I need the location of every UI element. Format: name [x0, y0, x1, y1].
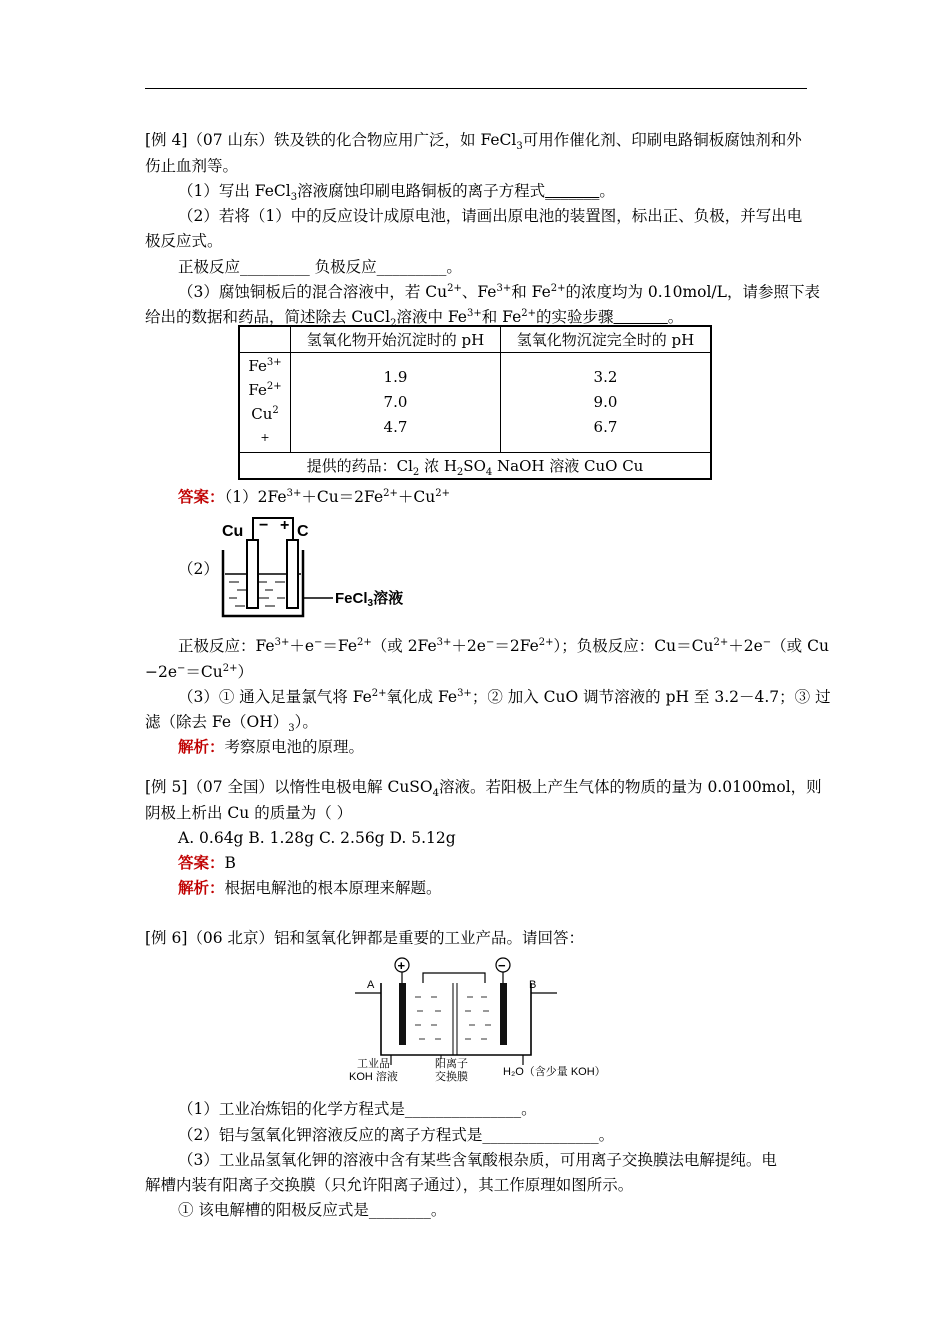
tank-lid: [423, 973, 485, 983]
left-inlet-label-2: KOH 溶液: [349, 1071, 398, 1083]
ex4-answer-2-label: （2）: [178, 560, 219, 578]
anode-plate: [399, 983, 406, 1045]
ex4-electrode-answer-line2: $-2e^-=Cu^{2+}$）: [145, 662, 254, 681]
cathode-plate: [500, 983, 507, 1045]
ex4-intro-line2: 伤止血剂等。: [145, 157, 239, 175]
galvanic-cell-figure: [215, 510, 425, 620]
ex6-q1: （1）工业冶炼铝的化学方程式是_______________。: [178, 1100, 537, 1118]
ex4-electrode-blanks: 正极反应_________ 负极反应_________。: [178, 258, 462, 276]
c-electrode-label: C: [297, 523, 309, 540]
cu-electrode: [247, 540, 258, 608]
ph-table-header-start: 氢氧化物开始沉淀时的 pH: [291, 326, 501, 352]
ex4-answer: 答案：$(1)2Fe^{3+}+Cu=2Fe^{2+}+Cu^{2+}$: [178, 487, 450, 506]
plus-sign: +: [280, 517, 290, 534]
ex4-q2-line2: 极反应式。: [145, 232, 223, 250]
ph-table-ions: $Fe^{3+}$ $Fe^{2+}$ $Cu^2$ +: [239, 352, 291, 452]
ph-table-start-values: 1.9 7.0 4.7: [291, 352, 501, 452]
solution-label: FeCl$_3$溶液: [335, 590, 404, 609]
ex6-q3-sub1: ① 该电解槽的阳极反应式是________。: [178, 1201, 447, 1219]
ph-table: [238, 325, 712, 480]
ex4-electrode-answer-line1: 正极反应：$Fe^{3+}+e^-=Fe^{2+}$（或 $2Fe^{3+}+2e^-=2Fe^{2+}$）；负极反应：$Cu=Cu^{2+}+2e^-$（或 Cu: [178, 636, 829, 655]
ex4-q2-line1: （2）若将（1）中的反应设计成原电池，请画出原电池的装置图，标出正、负极，并写出电: [178, 207, 803, 225]
ex6-intro: [例 6]（06 北京）铝和氢氧化钾都是重要的工业产品。请回答：: [145, 929, 585, 947]
ph-table-reagents: 提供的药品：$Cl_2$ 浓 $H_2SO_4$ NaOH 溶液 CuO Cu: [239, 452, 711, 479]
ex4-q3-line1: （3）腐蚀铜板后的混合溶液中，若 $Cu^{2+}$、$Fe^{3+}$和 $Fe^{2+}$的浓度均为 0.10mol/L，请参照下表: [178, 282, 820, 301]
ex6-q2: （2）铝与氢氧化钾溶液反应的离子方程式是_______________。: [178, 1126, 615, 1144]
outlet-a-label: A: [367, 979, 375, 991]
c-electrode: [287, 540, 298, 608]
left-inlet-label-1: 工业品: [357, 1058, 390, 1070]
ex5-line2: 阴极上析出 Cu 的质量为（ ）: [145, 804, 353, 822]
ex5-line1: [例 5]（07 全国）以惰性电极电解 CuSO$_4$溶液。若阳极上产生气体的物质的量为 0.0100mol，则: [145, 778, 822, 800]
outlet-b-label: B: [529, 979, 537, 991]
right-inlet-label: H₂O（含少量 KOH）: [503, 1066, 606, 1078]
ex5-options: A. 0.64g B. 1.28g C. 2.56g D. 5.12g: [178, 829, 456, 847]
ex5-answer: 答案：B: [178, 853, 236, 872]
ph-table-end-values: 3.2 9.0 6.7: [500, 352, 711, 452]
cu-electrode-label: Cu: [222, 523, 244, 540]
anode-plus-sign: +: [397, 958, 406, 973]
ex4-q1: （1）写出 FeCl$_3$溶液腐蚀印刷电路铜板的离子方程式_______。: [178, 182, 615, 204]
ex6-q3-line2: 解槽内装有阳离子交换膜（只允许阳离子通过），其工作原理如图所示。: [145, 1176, 634, 1194]
membrane-label-2: 交换膜: [435, 1071, 468, 1083]
electrolysis-cell-figure: [345, 953, 620, 1093]
ex4-steps-line1: （3）① 通入足量氯气将 $Fe^{2+}$氧化成 $Fe^{3+}$；② 加入 CuO 调节溶液的 pH 至 3.2－4.7；③ 过: [178, 687, 831, 706]
membrane-label-1: 阳离子: [435, 1058, 468, 1070]
ex4-steps-line2: 滤（除去 $Fe(OH)_3$）。: [145, 713, 318, 735]
minus-sign: −: [259, 517, 269, 534]
ph-table-corner: [239, 326, 291, 352]
ex4-intro-line1: [例 4]（07 山东）铁及铁的化合物应用广泛，如 FeCl$_3$可用作催化剂、印刷电路铜板腐蚀剂和外: [145, 131, 802, 153]
header-rule: [145, 88, 807, 89]
ex4-q3-line2: 给出的数据和药品，简述除去 CuCl$_2$溶液中 $Fe^{3+}$和 $Fe^{2+}$的实验步骤_______。: [145, 307, 684, 330]
ex4-analysis: 解析：考察原电池的原理。: [178, 737, 365, 756]
cathode-minus-sign: −: [498, 958, 506, 973]
ex5-analysis: 解析：根据电解池的根本原理来解题。: [178, 878, 442, 897]
ph-table-header-end: 氢氧化物沉淀完全时的 pH: [500, 326, 711, 352]
ex6-q3-line1: （3）工业品氢氧化钾的溶液中含有某些含氧酸根杂质，可用离子交换膜法电解提纯。电: [178, 1151, 777, 1169]
